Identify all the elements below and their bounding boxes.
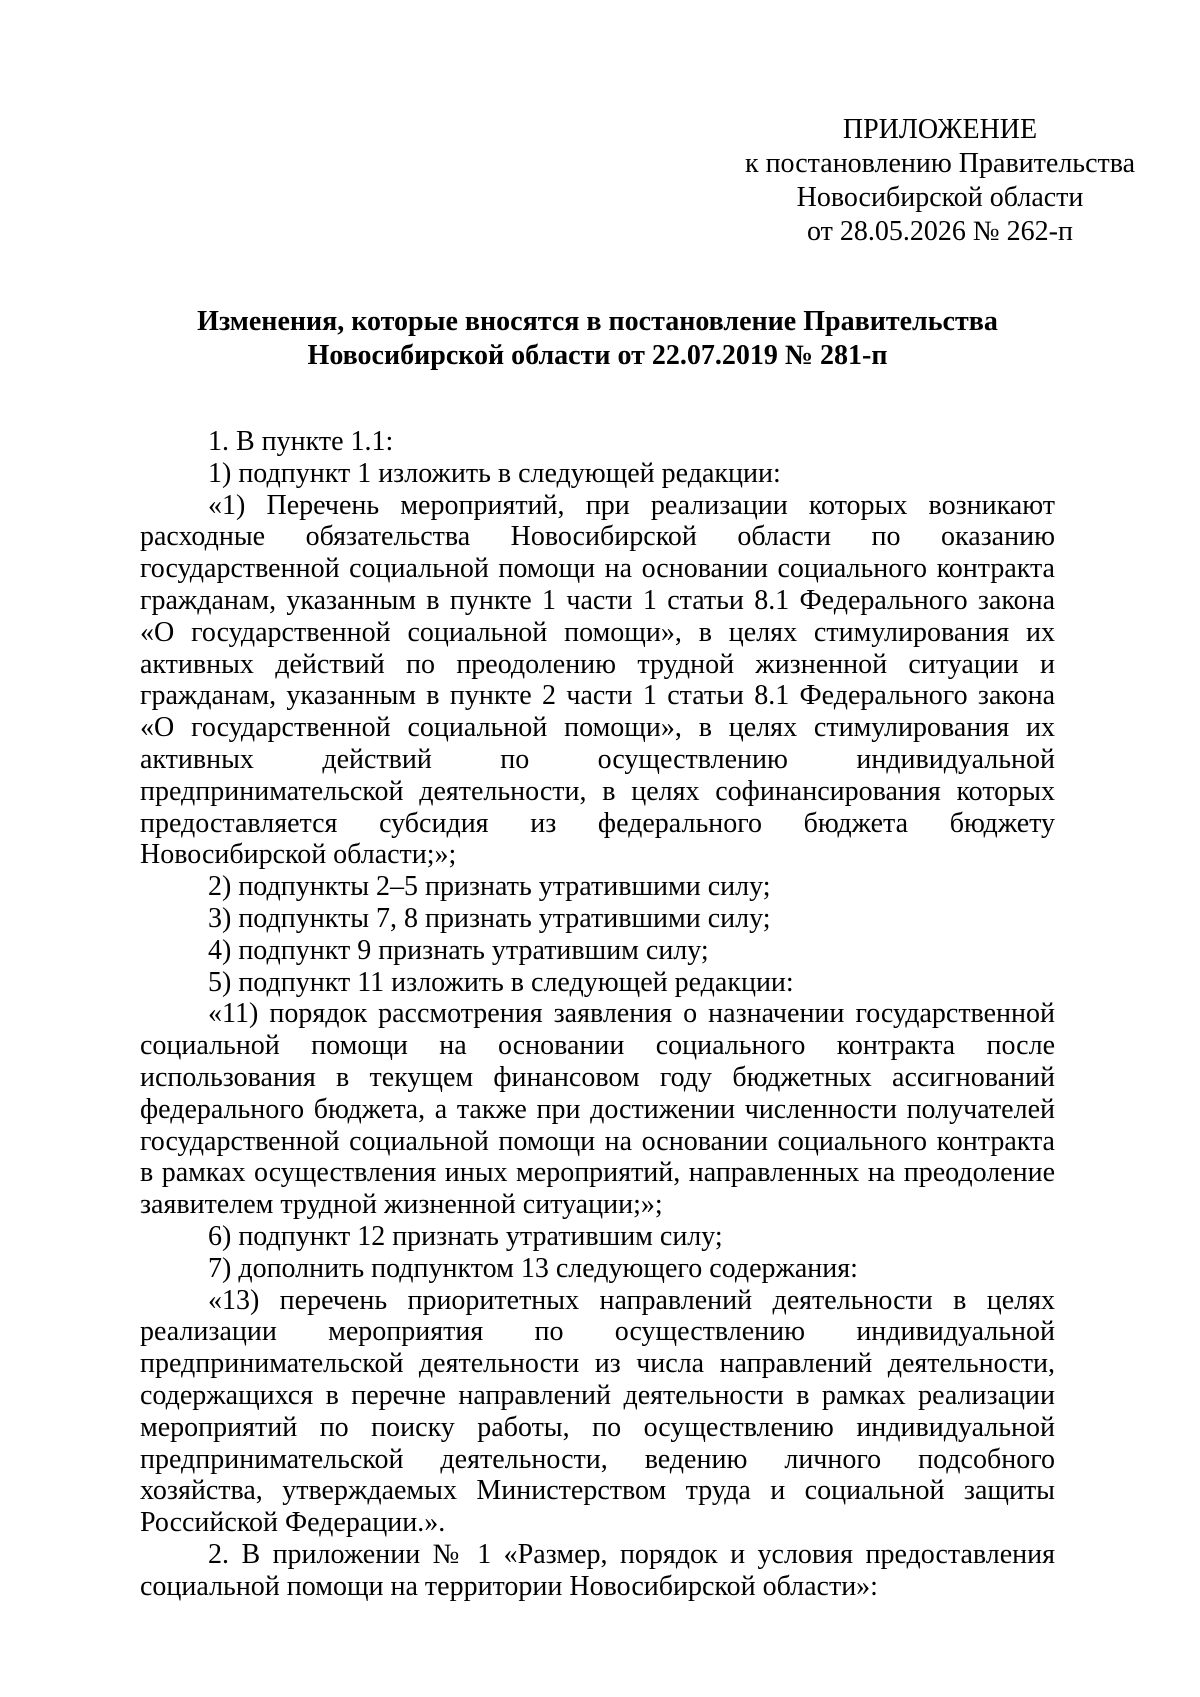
paragraph-quote-13: «13) перечень приоритетных направлений деятельности в целях реализации мероприятия по осуществлению индивидуальной предпринимательской деятельности из числа направлений деятельности, содержащихся в перечне направлений деятельности в рамках реализации мероприятий по поиску работы, по осуществлению индивидуальной предпринимательской деятельности, ведению личного подсобного хозяйства, утверждаемых Министерством труда и социальной защиты Российской Федерации.». (140, 1284, 1055, 1539)
title-line-2: Новосибирской области от 22.07.2019 № 281-п (307, 340, 888, 371)
paragraph-subitem-2: 2) подпункты 2–5 признать утратившими силу; (208, 871, 771, 903)
paragraph-quote-1: «1) Перечень мероприятий, при реализации которых возникают расходные обязательства Новосибирской области по оказанию государственной социальной помощи на основании социального контракта гражданам, указанным в пункте 1 части 1 статьи 8.1 Федерального закона «О государственной социальной помощи», в целях стимулирования их активных действий по преодолению трудной жизненной ситуации и гражданам, указанным в пункте 2 части 1 статьи 8.1 Федерального закона «О государственной социальной помощи», в целях стимулирования их активных действий по осуществлению индивидуальной предпринимательской деятельности, в целях софинансирования которых предоставляется субсидия из федерального бюджета бюджету Новосибирской области;»; (140, 489, 1055, 871)
paragraph-subitem-3: 3) подпункты 7, 8 признать утратившими силу; (208, 902, 771, 934)
paragraph-subitem-6: 6) подпункт 12 признать утратившим силу; (208, 1220, 723, 1252)
appendix-region: Новосибирской области (796, 182, 1084, 213)
paragraph-quote-11: «11) порядок рассмотрения заявления о назначении государственной социальной помощи на основании социального контракта после использования в текущем финансовом году бюджетных ассигнований федерального бюджета, а также при достижении численности получателей государственной социальной помощи на основании социального контракта в рамках осуществления иных мероприятий, направленных на преодоление заявителем трудной жизненной ситуации;»; (140, 998, 1055, 1221)
document-title (140, 305, 1055, 373)
paragraph-subitem-7: 7) дополнить подпунктом 13 следующего содержания: (208, 1252, 858, 1284)
title-line-1: Изменения, которые вносятся в постановление Правительства (197, 306, 998, 337)
appendix-date-number: от 28.05.2026 № 262-п (807, 216, 1073, 247)
paragraph-subitem-5: 5) подпункт 11 изложить в следующей редакции: (208, 966, 794, 998)
paragraph-item-1: 1. В пункте 1.1: (208, 426, 394, 457)
appendix-label: ПРИЛОЖЕНИЕ (842, 114, 1038, 145)
paragraph-subitem-1: 1) подпункт 1 изложить в следующей редакции: (208, 457, 781, 489)
document-body (140, 426, 1055, 1602)
paragraph-subitem-4: 4) подпункт 9 признать утратившим силу; (208, 934, 709, 966)
appendix-reference: к постановлению Правительства (744, 148, 1136, 179)
paragraph-item-2: 2. В приложении № 1 «Размер, порядок и условия предоставления социальной помощи на территории Новосибирской области»: (140, 1538, 1055, 1602)
appendix-header (730, 113, 1150, 249)
